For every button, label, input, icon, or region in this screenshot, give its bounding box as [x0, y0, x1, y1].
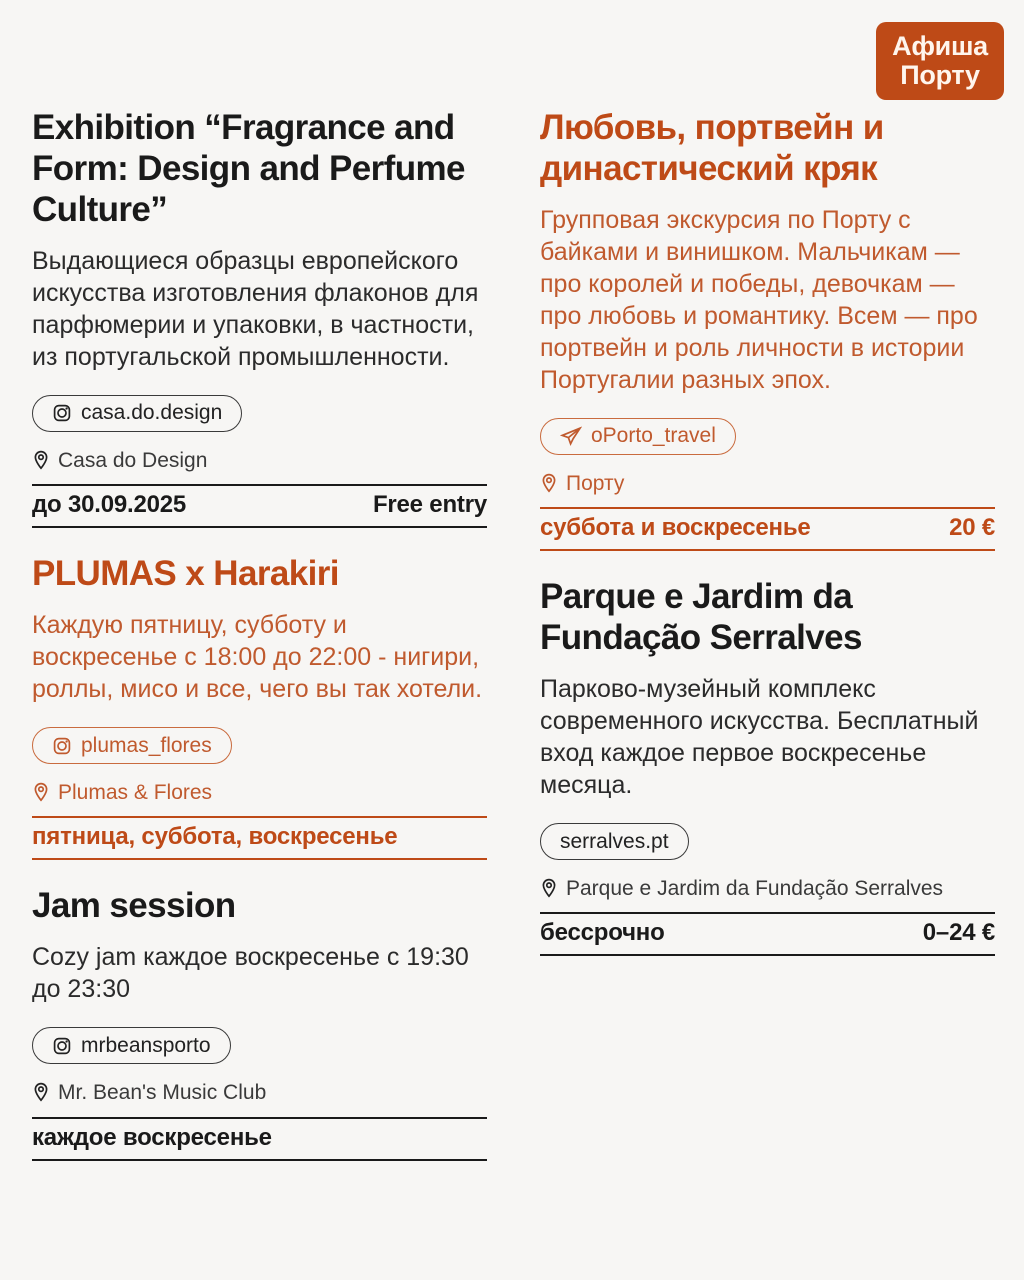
event-price: 0–24 € — [922, 919, 995, 947]
left-column — [32, 108, 487, 1187]
event-location-label: Plumas & Flores — [58, 781, 213, 805]
location-pin-icon — [540, 875, 558, 905]
event-tag-label: oPorto_travel — [591, 424, 716, 448]
event-tag[interactable] — [32, 1027, 231, 1064]
event-block — [540, 577, 995, 956]
instagram-icon — [52, 403, 72, 423]
event-location-label: Parque e Jardim da Fundação Serralves — [566, 877, 944, 901]
event-title: PLUMAS x Harakiri — [32, 554, 339, 594]
event-description: Групповая экскурсия по Порту с байками и винишком. Мальчикам — про королей и победы, девочкам — про любовь и романтику. Всем — про портвейн и роль личности в истории Португалии разных эпох. — [540, 205, 978, 394]
event-date: суббота и воскресенье — [540, 514, 811, 542]
telegram-icon — [560, 426, 582, 446]
event-block — [32, 108, 487, 528]
event-date: до 30.09.2025 — [32, 491, 187, 519]
event-meta-row — [32, 484, 487, 528]
event-title: Parque e Jardim da Fundação Serralves — [540, 577, 862, 658]
right-column — [540, 108, 995, 982]
event-block — [32, 886, 487, 1160]
location-pin-icon — [32, 779, 50, 809]
brand-line-1: Афиша — [892, 31, 988, 62]
event-block — [32, 554, 487, 860]
event-location — [32, 779, 487, 816]
event-meta-row — [540, 912, 995, 956]
brand-badge — [876, 22, 1004, 100]
event-description: Каждую пятницу, субботу и воскресенье с 18:00 до 22:00 - нигири, роллы, мисо и все, чего вы так хотели. — [32, 611, 483, 704]
event-location-label: Mr. Bean's Music Club — [58, 1081, 267, 1105]
event-title: Jam session — [32, 886, 236, 926]
event-date: каждое воскресенье — [32, 1123, 272, 1151]
location-pin-icon — [32, 1079, 50, 1109]
event-meta-row — [32, 816, 487, 860]
event-tag[interactable] — [540, 418, 736, 455]
event-description: Выдающиеся образцы европейского искусства изготовления флаконов для парфюмерии и упаковки, в частности, из португальской промышленности. — [32, 246, 479, 371]
event-meta-row — [32, 1117, 487, 1161]
event-location — [540, 875, 995, 912]
event-tag-label: serralves.pt — [560, 829, 669, 853]
event-date: бессрочно — [540, 919, 665, 947]
event-meta-row — [540, 507, 995, 551]
event-location — [32, 447, 487, 484]
event-description: Парково-музейный комплекс современного искусства. Бесплатный вход каждое первое воскресенье месяца. — [540, 675, 979, 800]
instagram-icon — [52, 736, 72, 756]
event-title: Любовь, портвейн и династический кряк — [540, 108, 884, 188]
event-location — [540, 470, 995, 507]
event-location-label: Порту — [566, 471, 625, 495]
event-location — [32, 1079, 487, 1116]
event-price: Free entry — [372, 491, 487, 519]
event-tag-label: casa.do.design — [81, 401, 223, 425]
event-tag[interactable] — [32, 395, 242, 432]
event-title: Exhibition “Fragrance and Form: Design and Perfume Culture” — [32, 108, 465, 229]
event-tag-label: mrbeansporto — [81, 1033, 211, 1057]
event-date: пятница, суббота, воскресенье — [32, 823, 398, 851]
brand-line-2: Порту — [900, 60, 980, 90]
location-pin-icon — [540, 470, 558, 500]
event-block — [540, 108, 995, 551]
instagram-icon — [52, 1036, 72, 1056]
event-location-label: Casa do Design — [58, 448, 208, 472]
event-tag[interactable] — [32, 727, 232, 764]
event-price: 20 € — [949, 514, 995, 542]
event-description: Cozy jam каждое воскресенье с 19:30 до 23:30 — [32, 943, 469, 1004]
event-tag-label: plumas_flores — [81, 733, 212, 757]
event-tag[interactable] — [540, 823, 689, 860]
location-pin-icon — [32, 447, 50, 477]
